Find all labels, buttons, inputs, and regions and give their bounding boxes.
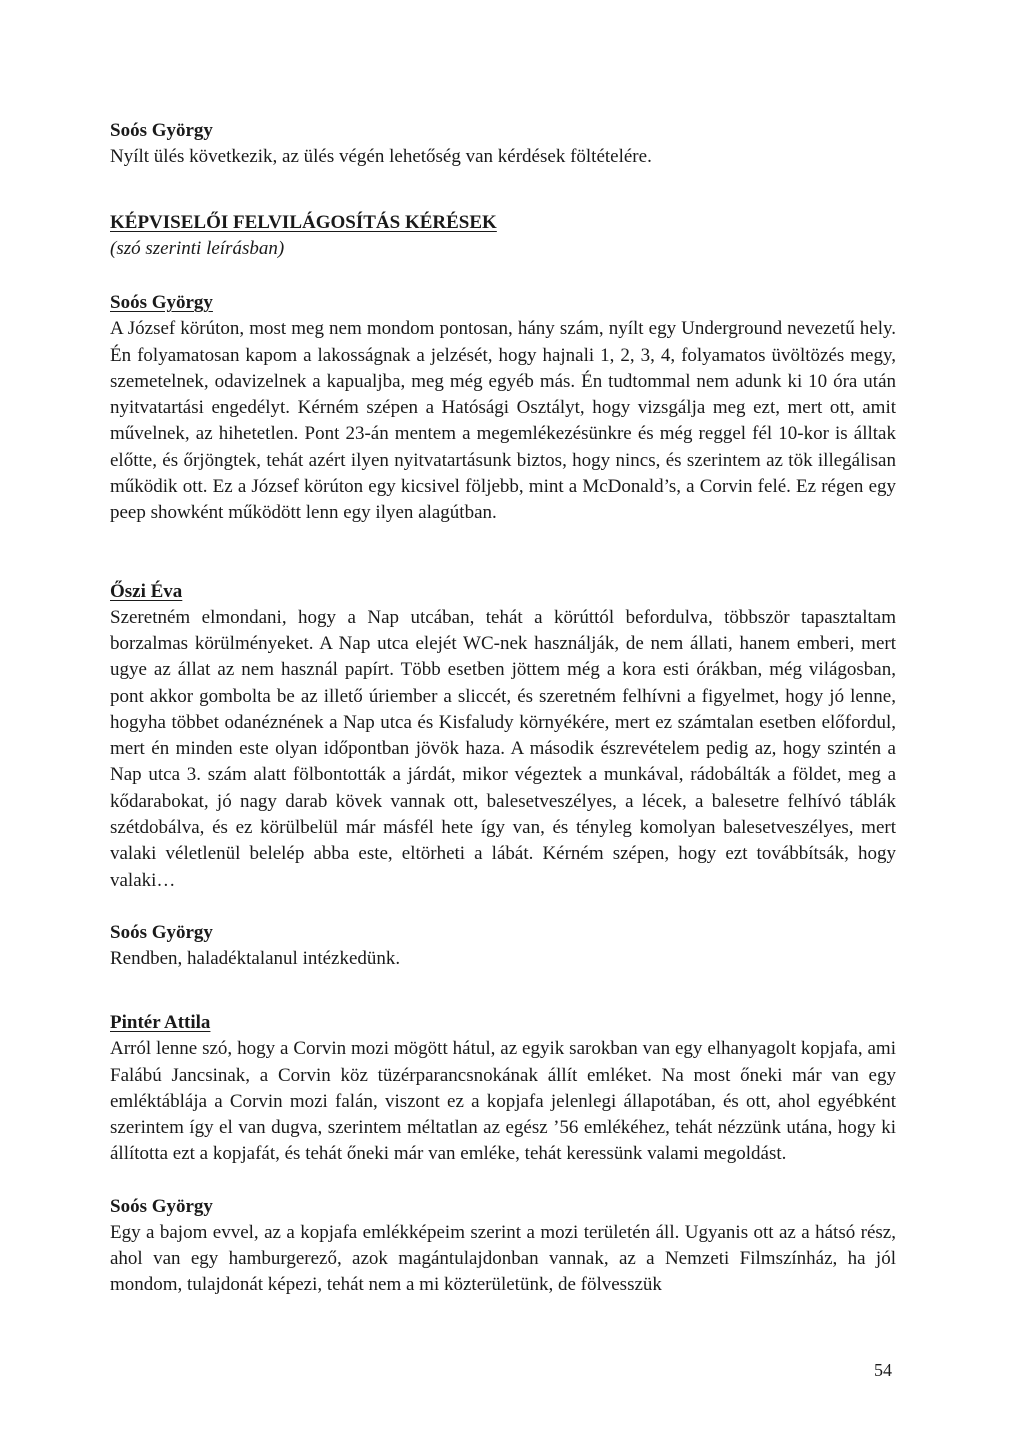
statement-text: Nyílt ülés következik, az ülés végén lehetőség van kérdések föltételére.: [110, 146, 652, 167]
opening-statement: [110, 118, 896, 170]
statement-soos-reply: [110, 920, 896, 972]
speaker-name: Őszi Éva: [110, 580, 183, 602]
section-subheading: (szó szerinti leírásban): [110, 238, 285, 260]
section-heading: KÉPVISELŐI FELVILÁGOSÍTÁS KÉRÉSEK: [110, 212, 497, 234]
statement-text: Arról lenne szó, hogy a Corvin mozi mögött hátul, az egyik sarokban van egy elhanyagolt kopjafa, ami Falábú Jancsinak, a Corvin köz tüzérparancsnokának állít emléket. Na most őneki már van egy emléktáblája a Corvin mozi falán, viszont ez a kopjafa jelenlegi állapotában, és ott, ahol egyébként szerintem így el van dugva, szerintem méltatlan az egész ’56 emlékéhez, tehát nézzünk utána, hogy ki állította ezt a kopjafát, és tehát őneki már van emléke, tehát keressünk valami megoldást.: [110, 1038, 896, 1165]
document-page: [110, 118, 896, 1299]
statement-text: Szeretném elmondani, hogy a Nap utcában, tehát a körúttól befordulva, többször tapasztaltam borzalmas körülményeket. A Nap utca elejét WC-nek használják, de nem állati, hanem emberi, mert ugye az állat az nem használ papírt. Több esetben jöttem még a kora esti órákban, még világosban, pont akkor gombolta be az illető úriember a sliccét, és szeretném felhívni a figyelmet, hogy jó lenne, hogyha többet odanéznének a Nap utca és Kisfaludy környékére, mert ez számtalan esetben előfordul, mert én minden este olyan időpontban jövök haza. A második észrevételem pedig az, hogy szintén a Nap utca 3. szám alatt fölbontották a járdát, mikor végeztek a munkával, rádobálták a földet, meg a kődarabokat, jó nagy darab kövek vannak ott, balesetveszélyes, a lécek, a balesetre felhívó táblák szétdobálva, és ez körülbelül már másfél hete így van, és tényleg komolyan balesetveszélyes, mert valaki véletlenül belelép abba este, eltörheti a lábát. Kérném szépen, hogy ezt továbbítsák, hogy valaki…: [110, 606, 896, 891]
speaker-name: Pintér Attila: [110, 1012, 211, 1034]
statement-pinter: [110, 1010, 896, 1167]
speaker-name: Soós György: [110, 292, 213, 314]
speaker-name: Soós György: [110, 921, 213, 943]
statement-text: Rendben, haladéktalanul intézkedünk.: [110, 947, 401, 969]
statement-soos-underground: [110, 290, 896, 526]
statement-oszi: [110, 579, 896, 894]
speaker-name: Soós György: [110, 1195, 213, 1217]
section-heading-block: [110, 210, 896, 262]
statement-soos-kopjafa: [110, 1194, 896, 1299]
statement-text: A József körúton, most meg nem mondom pontosan, hány szám, nyílt egy Underground nevezetű hely. Én folyamatosan kapom a lakosságnak a jelzését, hogy hajnali 1, 2, 3, 4, folyamatos üvöltözés megy, szemetelnek, odavizelnek a kapualjba, meg még egyéb más. Én tudtommal nem adunk ki 10 óra után nyitvatartási engedélyt. Kérném szépen a Hatósági Osztályt, hogy vizsgálja meg ezt, mert ott, amit művelnek, az hihetetlen. Pont 23-án mentem a megemlékezésünkre és még reggel fél 10-kor is álltak előtte, és őrjöngtek, tehát azért ilyen nyitvatartásunk biztos, hogy nincs, és szerintem az tök illegálisan működik ott. Ez a József körúton egy kicsivel följebb, mint a McDonald’s, a Corvin felé. Ez régen egy peep showként működött lenn egy ilyen alagútban.: [110, 318, 896, 524]
page-number: 54: [874, 1360, 892, 1380]
statement-text: Egy a bajom evvel, az a kopjafa emlékképeim szerint a mozi területén áll. Ugyanis ott az a hátsó rész, ahol van egy hamburgerező, azok magántulajdonban vannak, az a Nemzeti Filmszínház, ha jól mondom, tulajdonát képezi, tehát nem a mi közterületünk, de fölvesszük: [110, 1221, 896, 1296]
speaker-name: Soós György: [110, 120, 213, 141]
